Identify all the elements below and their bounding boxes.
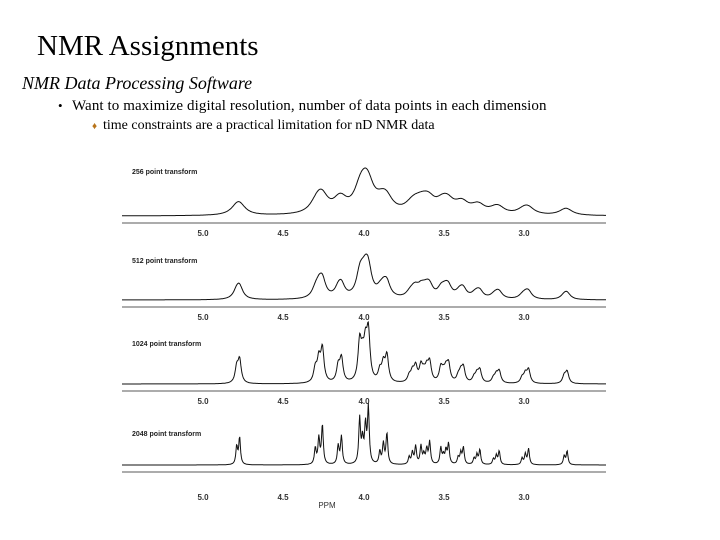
- ppm-tick-label: 3.0: [518, 397, 530, 406]
- ppm-tick-label: 3.0: [518, 229, 530, 238]
- ppm-tick-label: 5.0: [197, 493, 209, 502]
- spectrum-panel-2048: [122, 403, 606, 502]
- ppm-tick-label: 3.5: [438, 313, 450, 322]
- ppm-tick-label: 4.0: [358, 397, 370, 406]
- bullet-text: Want to maximize digital resolution, number of data points in each dimension: [72, 98, 547, 114]
- ppm-tick-label: 4.5: [277, 493, 289, 502]
- nmr-spectra-chart: [0, 150, 720, 520]
- ppm-tick-label: 5.0: [197, 313, 209, 322]
- slide-title: NMR Assignments: [37, 30, 259, 62]
- slide-subtitle: NMR Data Processing Software: [22, 73, 253, 93]
- ppm-tick-label: 3.5: [438, 397, 450, 406]
- ppm-tick-label: 4.5: [277, 397, 289, 406]
- ppm-tick-label: 3.5: [438, 493, 450, 502]
- ppm-tick-label: 3.0: [518, 493, 530, 502]
- panel-label: 256 point transform: [132, 169, 198, 176]
- diamond-bullet-icon: ♦: [92, 121, 98, 132]
- bullet-dot-icon: •: [58, 98, 63, 113]
- ppm-tick-label: 3.0: [518, 313, 530, 322]
- ppm-tick-label: 4.0: [358, 493, 370, 502]
- bullet-item: [58, 97, 547, 115]
- ppm-tick-label: 3.5: [438, 229, 450, 238]
- ppm-tick-label: 4.0: [358, 313, 370, 322]
- sub-bullet-item: [92, 117, 435, 136]
- panel-label: 2048 point transform: [132, 431, 202, 438]
- spectrum-panel-256: [122, 168, 606, 238]
- spectra-panels: [122, 168, 606, 502]
- spectrum-panel-512: [122, 254, 606, 322]
- ppm-tick-label: 4.0: [358, 229, 370, 238]
- spectrum-trace: [122, 322, 606, 384]
- ppm-tick-label: 5.0: [197, 397, 209, 406]
- panel-label: 512 point transform: [132, 258, 198, 265]
- spectrum-panel-1024: [122, 322, 606, 406]
- ppm-tick-label: 5.0: [197, 229, 209, 238]
- panel-label: 1024 point transform: [132, 341, 202, 348]
- sub-bullet-text: time constraints are a practical limitation for nD NMR data: [103, 118, 435, 133]
- x-axis-label: PPM: [318, 501, 336, 510]
- ppm-tick-label: 4.5: [277, 229, 289, 238]
- ppm-tick-label: 4.5: [277, 313, 289, 322]
